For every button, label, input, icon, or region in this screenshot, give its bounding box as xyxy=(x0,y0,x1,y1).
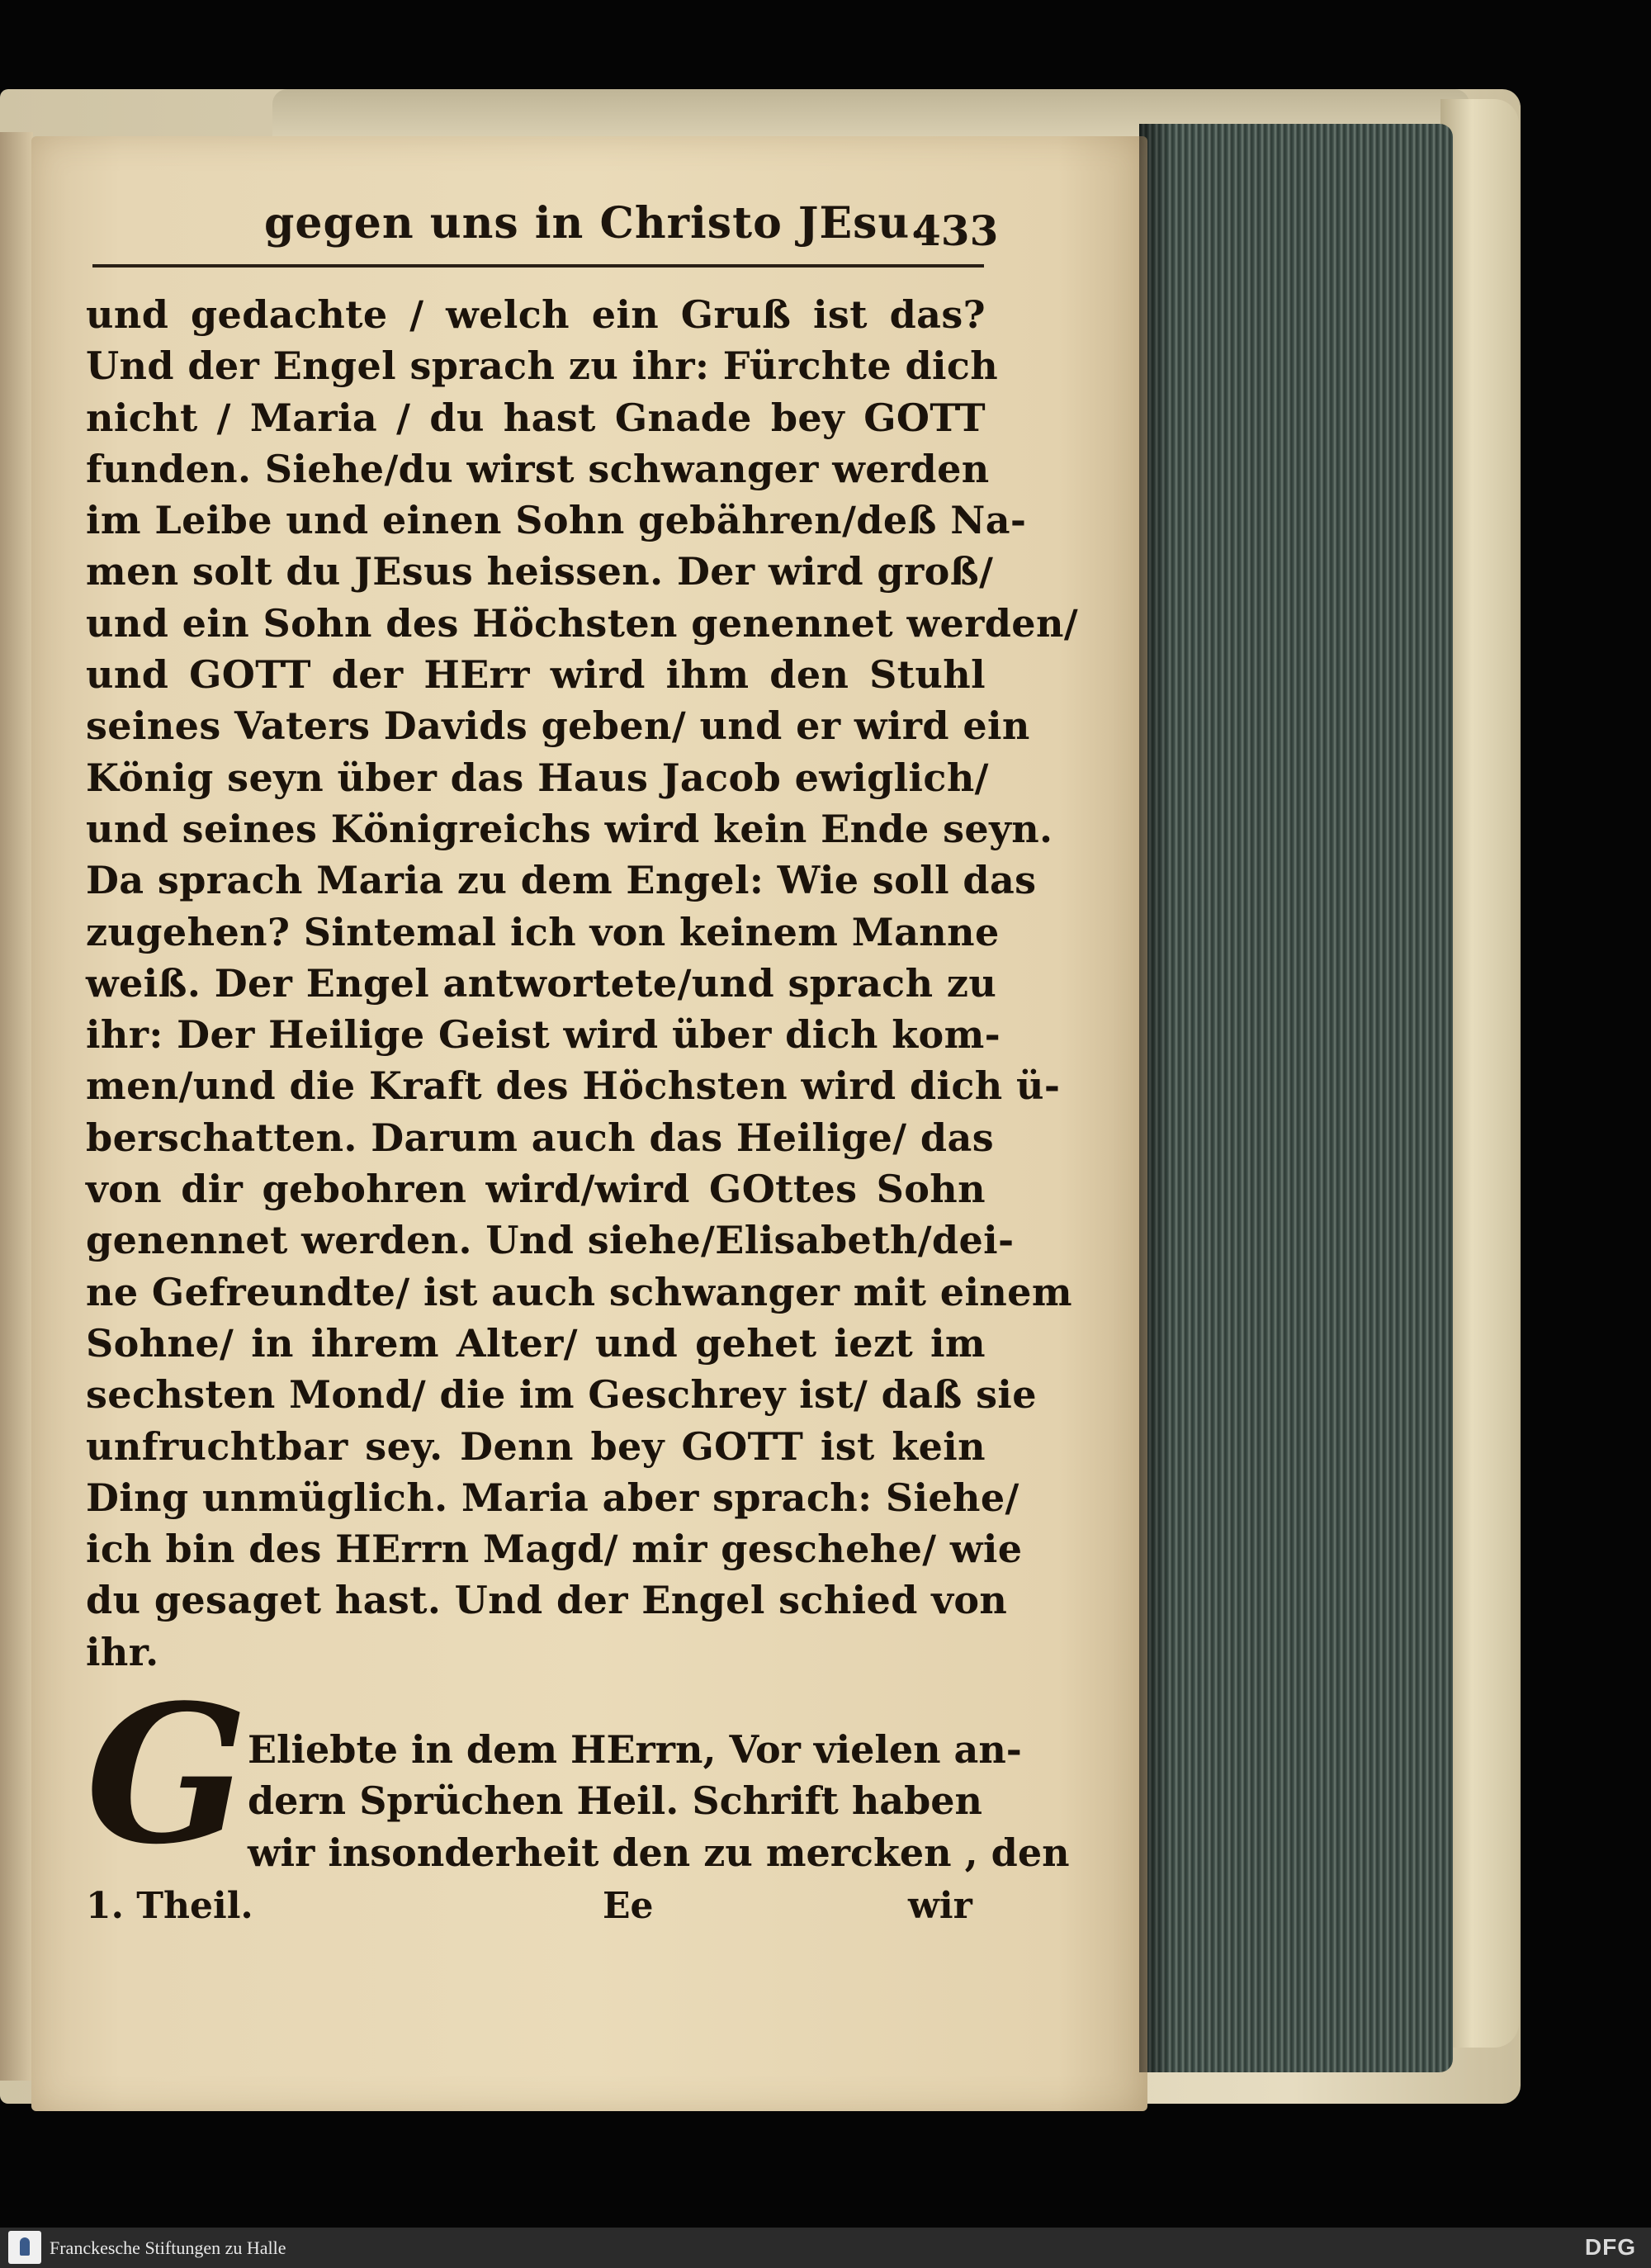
signature-mark: Ee xyxy=(603,1885,654,1927)
text-line: unfruchtbar sey. Denn bey GOTT ist kein xyxy=(86,1423,986,1469)
text-line: sechsten Mond/ die im Geschrey ist/ daß sie xyxy=(86,1372,1037,1418)
credit-bar xyxy=(0,2228,1651,2268)
text-line: und ein Sohn des Höchsten genennet werden/ xyxy=(86,600,1079,646)
text-line: ne Gefreundte/ ist auch schwanger mit einem xyxy=(86,1269,1072,1314)
main-text-block xyxy=(86,289,1079,1678)
text-line: genennet werden. Und siehe/Elisabeth/dei- xyxy=(86,1218,1015,1263)
text-line: und GOTT der HErr wird ihm den Stuhl xyxy=(86,652,986,698)
text-line: zugehen? Sintemal ich von keinem Manne xyxy=(86,909,1000,954)
institution-logo-icon xyxy=(8,2231,41,2264)
text-line: ihr. xyxy=(86,1629,159,1674)
drop-cap-initial: G xyxy=(86,1664,248,1887)
text-line: Eliebte in dem HErrn, Vor vielen an- xyxy=(248,1727,1022,1772)
text-line: Ding unmüglich. Maria aber sprach: Siehe/ xyxy=(86,1475,1019,1520)
text-line: seines Vaters Davids geben/ und er wird ein xyxy=(86,703,1030,749)
text-line: du gesaget hast. Und der Engel schied von xyxy=(86,1578,1008,1623)
text-line: nicht / Maria / du hast Gnade bey GOTT xyxy=(86,395,986,440)
text-line: und gedachte / welch ein Gruß ist das? xyxy=(86,292,986,337)
text-line: im Leibe und einen Sohn gebähren/deß Na- xyxy=(86,498,1027,543)
part-label: 1. Theil. xyxy=(86,1885,253,1927)
text-line: Sohne/ in ihrem Alter/ und gehet iezt im xyxy=(86,1320,986,1366)
running-head: gegen uns in Christo JEsu. xyxy=(264,198,926,249)
text-line: ich bin des HErrn Magd/ mir geschehe/ wie xyxy=(86,1527,1023,1572)
institution-name: Franckesche Stiftungen zu Halle xyxy=(50,2237,286,2258)
page-block-fore-edge xyxy=(1139,124,1453,2072)
text-line: dern Sprüchen Heil. Schrift haben xyxy=(248,1778,982,1824)
text-line: ihr: Der Heilige Geist wird über dich kom- xyxy=(86,1012,1001,1058)
text-line: weiß. Der Engel antwortete/und sprach zu xyxy=(86,960,997,1006)
funder-logo: DFG xyxy=(1584,2234,1636,2260)
text-line: wir insonderheit den zu mercken , den xyxy=(248,1830,1070,1875)
text-line: und seines Königreichs wird kein Ende seyn. xyxy=(86,806,1053,851)
gutter-shadow xyxy=(1139,124,1172,2072)
second-paragraph xyxy=(248,1724,1070,1878)
header-rule xyxy=(92,264,984,268)
text-line: men/und die Kraft des Höchsten wird dich ü- xyxy=(86,1063,1061,1109)
left-page-edge xyxy=(0,132,33,2081)
page-number: 433 xyxy=(912,206,999,255)
text-line: men solt du JEsus heissen. Der wird groß/ xyxy=(86,549,994,594)
catchword: wir xyxy=(908,1885,972,1927)
text-line: Und der Engel sprach zu ihr: Fürchte dich xyxy=(86,343,999,389)
text-line: funden. Siehe/du wirst schwanger werden xyxy=(86,446,990,491)
text-line: von dir gebohren wird/wird GOttes Sohn xyxy=(86,1167,986,1212)
text-line: Da sprach Maria zu dem Engel: Wie soll das xyxy=(86,858,1037,903)
text-line: König seyn über das Haus Jacob ewiglich/ xyxy=(86,755,989,800)
text-line: berschatten. Darum auch das Heilige/ das xyxy=(86,1115,994,1160)
